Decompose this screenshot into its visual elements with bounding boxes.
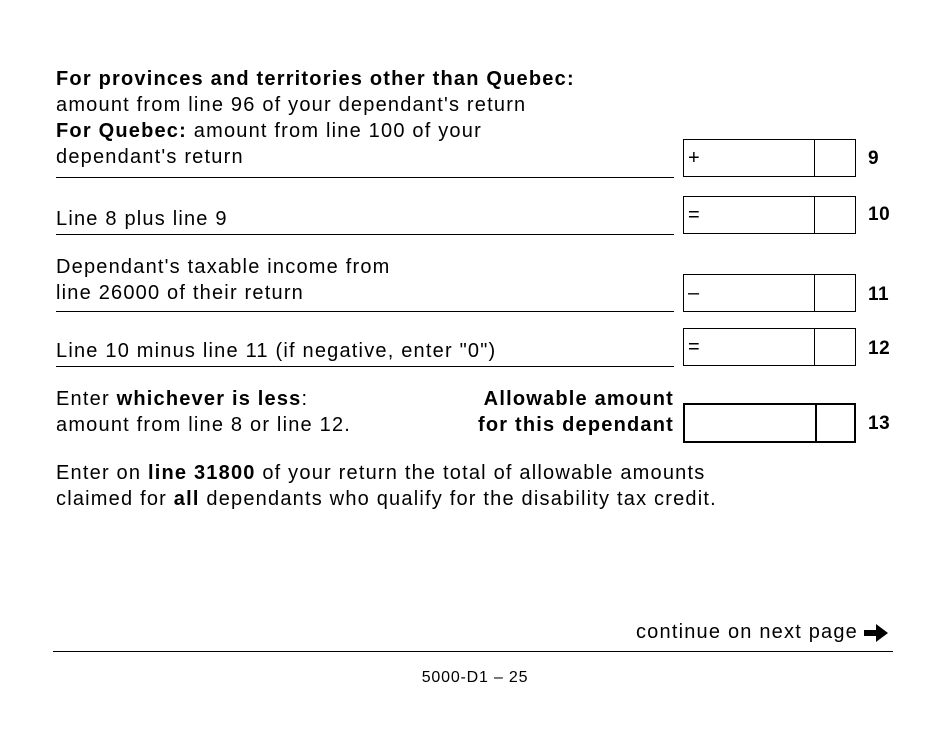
instruction-line-31800: line 31800	[147, 462, 256, 484]
line9-cents-field[interactable]	[815, 140, 855, 176]
line10-number: 10	[868, 204, 891, 225]
instruction-all: all	[173, 488, 200, 510]
line13-number: 13	[868, 413, 891, 434]
line10-cents-field[interactable]	[815, 197, 855, 233]
allowable-amount-label-2: for this dependant	[477, 414, 674, 436]
line12-operator: =	[688, 336, 701, 358]
instruction-part-1: Enter on	[56, 462, 148, 484]
line11-number: 11	[868, 284, 890, 305]
continue-text: continue on next page	[635, 621, 858, 643]
line12-text: Line 10 minus line 11 (if negative, enter "0")	[56, 340, 497, 362]
instruction-line-1	[56, 460, 705, 486]
line11-text-1: Dependant's taxable income from	[56, 256, 391, 278]
line11-text-2: line 26000 of their return	[56, 282, 305, 304]
arrow-right-icon	[862, 622, 890, 644]
line12-dollars-field[interactable]	[708, 329, 812, 365]
line9-text-2: dependant's return	[56, 146, 244, 168]
line10-operator: =	[688, 204, 701, 226]
footer-rule	[53, 651, 893, 652]
line13-amount-box	[683, 403, 856, 443]
line11-underline	[56, 311, 674, 312]
line10-text: Line 8 plus line 9	[56, 208, 228, 230]
instruction-part-4: claimed for	[56, 488, 174, 510]
instruction-line-2	[56, 486, 717, 512]
line11-dollars-field[interactable]	[708, 275, 812, 311]
line9-text-1: amount from line 96 of your dependant's return	[56, 94, 527, 116]
line13-enter-prefix: Enter	[56, 388, 117, 410]
line12-cents-field[interactable]	[815, 329, 855, 365]
line9-heading: For provinces and territories other than Quebec:	[56, 68, 575, 90]
line11-amount-box	[683, 274, 856, 312]
line13-text-2: amount from line 8 or line 12.	[56, 414, 352, 436]
line13-cents-field[interactable]	[816, 405, 854, 441]
line9-dollars-field[interactable]	[708, 140, 812, 176]
instruction-part-6: dependants who qualify for the disability tax credit.	[199, 488, 717, 510]
line9-underline	[56, 177, 674, 178]
instruction-part-3: of your return the total of allowable amounts	[255, 462, 706, 484]
line12-underline	[56, 366, 674, 367]
line10-dollars-field[interactable]	[708, 197, 812, 233]
line9-number: 9	[868, 148, 880, 169]
line10-amount-box	[683, 196, 856, 234]
line13-enter-suffix: :	[301, 388, 309, 410]
line11-cents-field[interactable]	[815, 275, 855, 311]
line9-quebec	[56, 118, 482, 144]
line12-number: 12	[868, 338, 891, 359]
line13-dollars-field[interactable]	[709, 405, 813, 441]
line11-operator: –	[688, 282, 701, 304]
line9-amount-box	[683, 139, 856, 177]
allowable-amount-label-1: Allowable amount	[483, 388, 674, 410]
line12-amount-box	[683, 328, 856, 366]
line9-quebec-text: amount from line 100 of your	[187, 120, 482, 142]
form-page-number: 5000-D1 – 25	[421, 669, 529, 686]
line9-quebec-label: For Quebec:	[56, 120, 187, 142]
line10-underline	[56, 234, 674, 235]
line13-text-1	[56, 386, 308, 412]
line9-operator: +	[688, 147, 701, 169]
line13-enter-bold: whichever is less	[116, 388, 302, 410]
